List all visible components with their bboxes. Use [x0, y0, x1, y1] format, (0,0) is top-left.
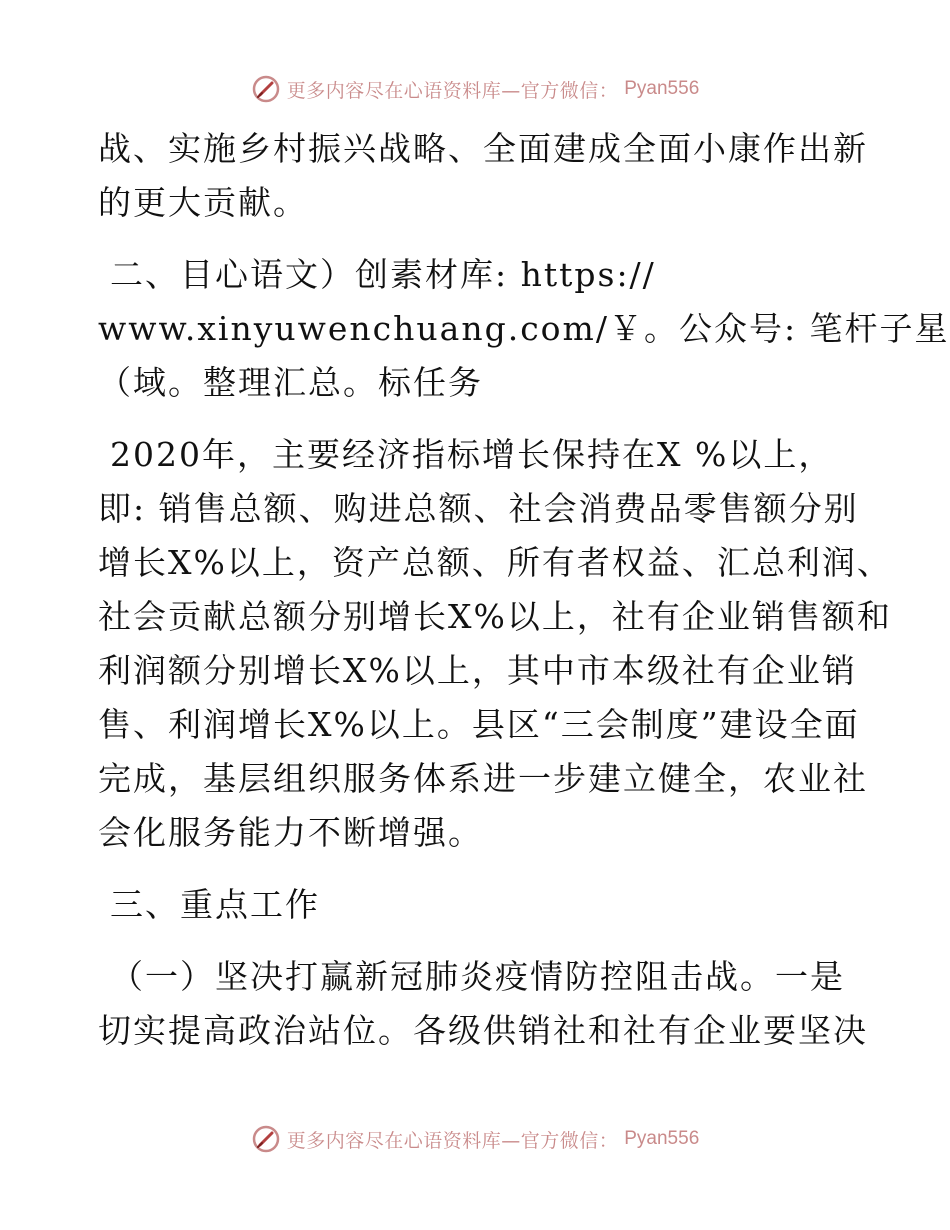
document-body — [98, 122, 950, 1058]
text-line: 的更大贡献。 — [98, 183, 308, 222]
text-line: www.xinyuwenchuang.com/￥。公众号: 笔杆子星 — [98, 309, 950, 348]
text-line: 售、利润增长X%以上。县区“三会制度”建设全面 — [98, 705, 860, 744]
footer-watermark — [0, 1124, 950, 1154]
watermark-text: 更多内容尽在心语资料库—官方微信： — [286, 79, 619, 102]
text-line: 社会贡献总额分别增长X%以上，社有企业销售额和 — [98, 597, 892, 636]
text-line: 即: 销售总额、购进总额、社会消费品零售额分别 — [98, 489, 859, 528]
header-watermark — [0, 74, 950, 104]
section-heading: 三、重点工作 — [110, 885, 320, 924]
text-line: （域。整理汇总。标任务 — [98, 363, 483, 402]
text-line: 战、实施乡村振兴战略、全面建成全面小康作出新 — [98, 129, 868, 168]
text-line: 利润额分别增长X%以上，其中市本级社有企业销 — [98, 651, 857, 690]
text-line: 完成，基层组织服务体系进一步建立健全，农业社 — [98, 759, 868, 798]
text-line: 切实提高政治站位。各级供销社和社有企业要坚决 — [98, 1011, 868, 1050]
text-line: 增长X%以上，资产总额、所有者权益、汇总利润、 — [98, 543, 892, 582]
watermark-wechat-id: Pyan556 — [624, 78, 700, 99]
watermark-text: 更多内容尽在心语资料库—官方微信： — [286, 1129, 619, 1152]
subsection-heading: （一）坚决打赢新冠肺炎疫情防控阻击战。一是 — [110, 957, 845, 996]
brush-logo-icon — [251, 1124, 281, 1154]
text-line: 2020年，主要经济指标增长保持在X %以上， — [110, 435, 834, 474]
section-heading: 二、目心语文）创素材库: https:// — [110, 255, 656, 294]
brush-logo-icon — [251, 74, 281, 104]
text-line: 会化服务能力不断增强。 — [98, 813, 483, 852]
watermark-wechat-id: Pyan556 — [624, 1128, 700, 1149]
